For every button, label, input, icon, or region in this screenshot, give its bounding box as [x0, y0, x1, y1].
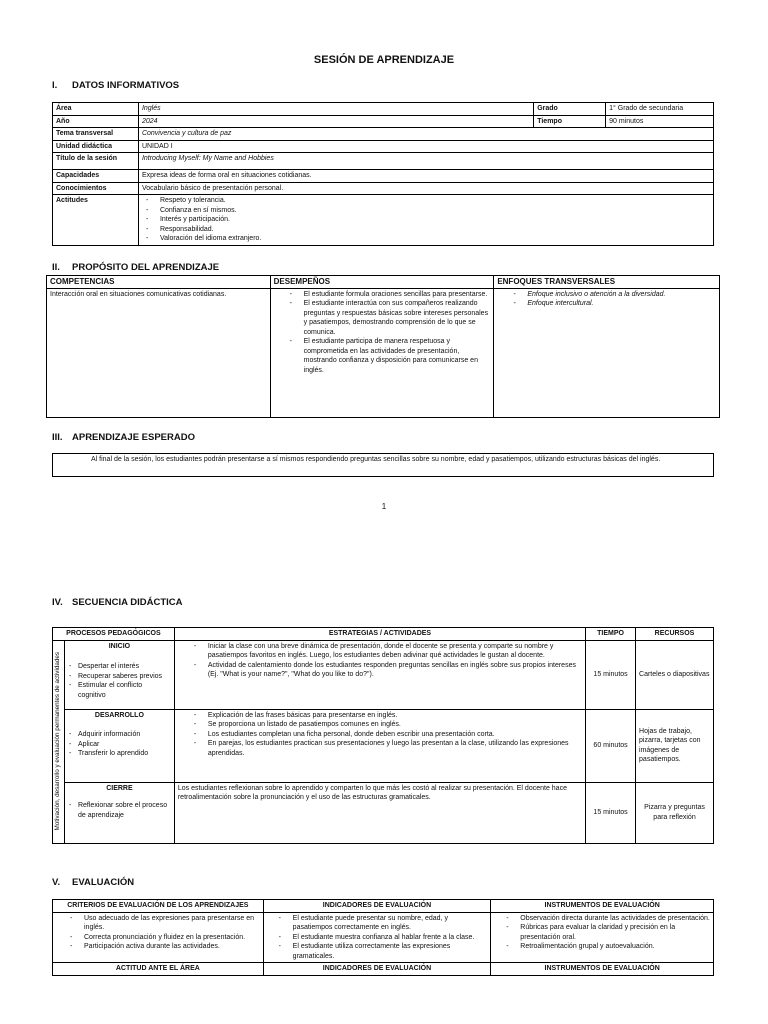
titulo-label: Título de la sesión: [53, 153, 139, 170]
section-heading-secuencia: IV. SECUENCIA DIDÁCTICA: [52, 597, 183, 608]
list-item: - El estudiante formula oraciones sencillas para presentarse.: [286, 290, 491, 300]
list-item: - Interés y participación.: [142, 215, 710, 225]
table-row: [53, 640, 714, 709]
desarrollo-title: DESARROLLO: [94, 711, 144, 719]
grado-value: 1° Grado de secundaria: [606, 103, 714, 116]
indicadores-header-2: INDICADORES DE EVALUACIÓN: [263, 963, 491, 976]
list-item: - Retroalimentación grupal y autoevaluación.: [502, 942, 710, 952]
table-row: [53, 900, 714, 913]
table-row: [53, 153, 714, 170]
list-item: - El estudiante interactúa con sus compañeros realizando preguntas y respuestas básicas sobre intereses personales y pasatiempos, demostrando comprensión de lo que se comunica.: [286, 299, 491, 337]
criterios-header: CRITERIOS DE EVALUACIÓN DE LOS APRENDIZAJES: [53, 900, 264, 913]
desempenos-header: DESEMPEÑOS: [270, 276, 494, 289]
capacidades-value: Expresa ideas de forma oral en situaciones cotidianas.: [138, 170, 713, 183]
indicadores-header: INDICADORES DE EVALUACIÓN: [263, 900, 491, 913]
unidad-value: UNIDAD I: [138, 140, 713, 153]
list-item: - Se proporciona un listado de pasatiempos comunes en inglés.: [190, 720, 582, 730]
grado-label: Grado: [534, 103, 606, 116]
desarrollo-estrategias-cell: [174, 709, 585, 782]
inicio-title: INICIO: [108, 642, 131, 650]
page-number: 1: [381, 502, 387, 511]
inicio-estrategias-list: [178, 642, 582, 680]
desarrollo-estrategias-list: [178, 711, 582, 759]
list-item: - El estudiante puede presentar su nombre, edad, y pasatiempos correctamente en inglés.: [275, 914, 488, 933]
table-row: [53, 170, 714, 183]
evaluacion-table: [52, 899, 714, 976]
actitudes-cell: [138, 195, 713, 246]
desarrollo-recursos: Hojas de trabajo, pizarra, tarjetas con imágenes de pasatiempos.: [636, 709, 714, 782]
competencias-header: COMPETENCIAS: [47, 276, 271, 289]
table-row: [47, 276, 720, 289]
table-row: [53, 709, 714, 782]
inicio-procesos-cell: [64, 640, 174, 709]
cierre-procesos-list: [68, 801, 171, 820]
table-row: [53, 182, 714, 195]
list-item: - El estudiante participa de manera respetuosa y comprometida en las actividades de presentación, mostrando confianza y disposición para comunicarse en inglés.: [286, 337, 491, 375]
list-item: - Correcta pronunciación y fluidez en la presentación.: [66, 933, 260, 943]
tiempo-value: 90 minutos: [606, 115, 714, 128]
list-item: - Explicación de las frases básicas para presentarse en inglés.: [190, 711, 582, 721]
instrumentos-cell: [491, 912, 714, 963]
aprendizaje-esperado-text: Al final de la sesión, los estudiantes podrán presentarse a sí mismos respondiendo preguntas sencillas sobre su nombre, edad y pasatiempos, utilizando estructuras básicas del inglés.: [53, 454, 714, 477]
list-item: - Observación directa durante las actividades de presentación.: [502, 914, 710, 924]
list-item: - Actividad de calentamiento donde los estudiantes responden preguntas sencillas en inglés sobre sus propios intereses (Ej. "What is your name?", "What do you like to do?").: [190, 661, 582, 680]
list-item: - Valoración del idioma extranjero.: [142, 234, 710, 244]
list-item: - Uso adecuado de las expresiones para presentarse en inglés.: [66, 914, 260, 933]
list-item: - Respeto y tolerancia.: [142, 196, 710, 206]
desempenos-cell: [270, 288, 494, 417]
list-item: - Rúbricas para evaluar la claridad y precisión en la presentación oral.: [502, 923, 710, 942]
desempenos-list: [274, 290, 491, 376]
table-row: [53, 454, 714, 477]
area-value: Inglés: [138, 103, 533, 116]
area-label: Área: [53, 103, 139, 116]
section-heading-aprendizaje: III. APRENDIZAJE ESPERADO: [52, 432, 195, 443]
cierre-title: CIERRE: [106, 784, 133, 792]
list-item: - Enfoque inclusivo o atención a la diversidad.: [509, 290, 716, 300]
indicadores-list: [267, 914, 488, 962]
enfoques-header: ENFOQUES TRANSVERSALES: [494, 276, 720, 289]
tiempo-header: TIEMPO: [586, 628, 636, 641]
desarrollo-tiempo: 60 minutos: [586, 709, 636, 782]
table-row: [53, 128, 714, 141]
list-item: - Responsabilidad.: [142, 225, 710, 235]
desarrollo-procesos-cell: [64, 709, 174, 782]
inicio-procesos-list: [68, 662, 171, 700]
actitudes-list: [142, 196, 710, 244]
document-title: SESIÓN DE APRENDIZAJE: [313, 54, 455, 66]
datos-informativos-table: [52, 102, 714, 246]
table-row: [53, 912, 714, 963]
table-row: [53, 628, 714, 641]
table-row: [53, 115, 714, 128]
cierre-tiempo: 15 minutos: [586, 782, 636, 843]
secuencia-didactica-table: [52, 627, 714, 844]
side-label-cell: [53, 640, 65, 843]
procesos-header: PROCESOS PEDAGÓGICOS: [53, 628, 175, 641]
list-item: - Iniciar la clase con una breve dinámica de presentación, donde el docente se presenta y comparte su nombre y pasatiempos favoritos en inglés. Luego, los estudiantes deben adivinar qué actividades le gustan al docente.: [190, 642, 582, 661]
table-row: [47, 288, 720, 417]
competencias-cell: Interacción oral en situaciones comunicativas cotidianas.: [47, 288, 271, 417]
aprendizaje-esperado-table: [52, 453, 714, 477]
tema-label: Tema transversal: [53, 128, 139, 141]
cierre-estrategias: Los estudiantes reflexionan sobre lo aprendido y comparten lo que más les costó al realizar su presentación. El docente hace retroalimentación sobre la pronunciación y el uso de las estructuras gramaticales.: [174, 782, 585, 843]
cierre-recursos: Pizarra y preguntas para reflexión: [636, 782, 714, 843]
list-item: - Despertar el interés: [68, 662, 171, 672]
table-row: [53, 103, 714, 116]
list-item: - El estudiante utiliza correctamente las expresiones gramaticales.: [275, 942, 488, 961]
list-item: - Estimular el conflicto cognitivo: [68, 681, 171, 700]
conocimientos-value: Vocabulario básico de presentación personal.: [138, 182, 713, 195]
section-heading-evaluacion: V. EVALUACIÓN: [52, 877, 135, 888]
list-item: - Los estudiantes completan una ficha personal, donde deben escribir una presentación corta.: [190, 730, 582, 740]
list-item: - Adquirir información: [68, 730, 171, 740]
enfoques-cell: [494, 288, 720, 417]
instrumentos-header: INSTRUMENTOS DE EVALUACIÓN: [491, 900, 714, 913]
list-item: - Reflexionar sobre el proceso de aprendizaje: [68, 801, 171, 820]
table-row: [53, 782, 714, 843]
tema-value: Convivencia y cultura de paz: [138, 128, 713, 141]
actitud-header: ACTITUD ANTE EL ÁREA: [53, 963, 264, 976]
titulo-value: Introducing Myself: My Name and Hobbies: [138, 153, 713, 170]
cierre-procesos-cell: [64, 782, 174, 843]
side-label: Motivación, desarrollo y evaluación permanentes de actividades: [54, 652, 61, 831]
table-row: [53, 963, 714, 976]
conocimientos-label: Conocimientos: [53, 182, 139, 195]
enfoques-list: [497, 290, 716, 309]
table-row: [53, 195, 714, 246]
proposito-table: [46, 275, 720, 418]
capacidades-label: Capacidades: [53, 170, 139, 183]
instrumentos-list: [494, 914, 710, 952]
table-row: [53, 140, 714, 153]
recursos-header: RECURSOS: [636, 628, 714, 641]
tiempo-label: Tiempo: [534, 115, 606, 128]
section-heading-proposito: II. PROPÓSITO DEL APRENDIZAJE: [52, 262, 220, 273]
anio-label: Año: [53, 115, 139, 128]
list-item: - Confianza en sí mismos.: [142, 206, 710, 216]
indicadores-cell: [263, 912, 491, 963]
instrumentos-header-2: INSTRUMENTOS DE EVALUACIÓN: [491, 963, 714, 976]
section-heading-datos: I. DATOS INFORMATIVOS: [52, 80, 180, 91]
unidad-label: Unidad didáctica: [53, 140, 139, 153]
desarrollo-procesos-list: [68, 730, 171, 759]
list-item: - Enfoque intercultural.: [509, 299, 716, 309]
list-item: - El estudiante muestra confianza al hablar frente a la clase.: [275, 933, 488, 943]
inicio-recursos: Carteles o diapositivas: [636, 640, 714, 709]
anio-value: 2024: [138, 115, 533, 128]
inicio-tiempo: 15 minutos: [586, 640, 636, 709]
inicio-estrategias-cell: [174, 640, 585, 709]
criterios-cell: [53, 912, 264, 963]
actitudes-label: Actitudes: [53, 195, 139, 246]
list-item: - Aplicar: [68, 740, 171, 750]
list-item: - En parejas, los estudiantes practican sus presentaciones y luego las presentan a la clase, utilizando las expresiones aprendidas.: [190, 739, 582, 758]
criterios-list: [56, 914, 260, 952]
list-item: - Transferir lo aprendido: [68, 749, 171, 759]
estrategias-header: ESTRATEGIAS / ACTIVIDADES: [174, 628, 585, 641]
list-item: - Participación activa durante las actividades.: [66, 942, 260, 952]
list-item: - Recuperar saberes previos: [68, 672, 171, 682]
